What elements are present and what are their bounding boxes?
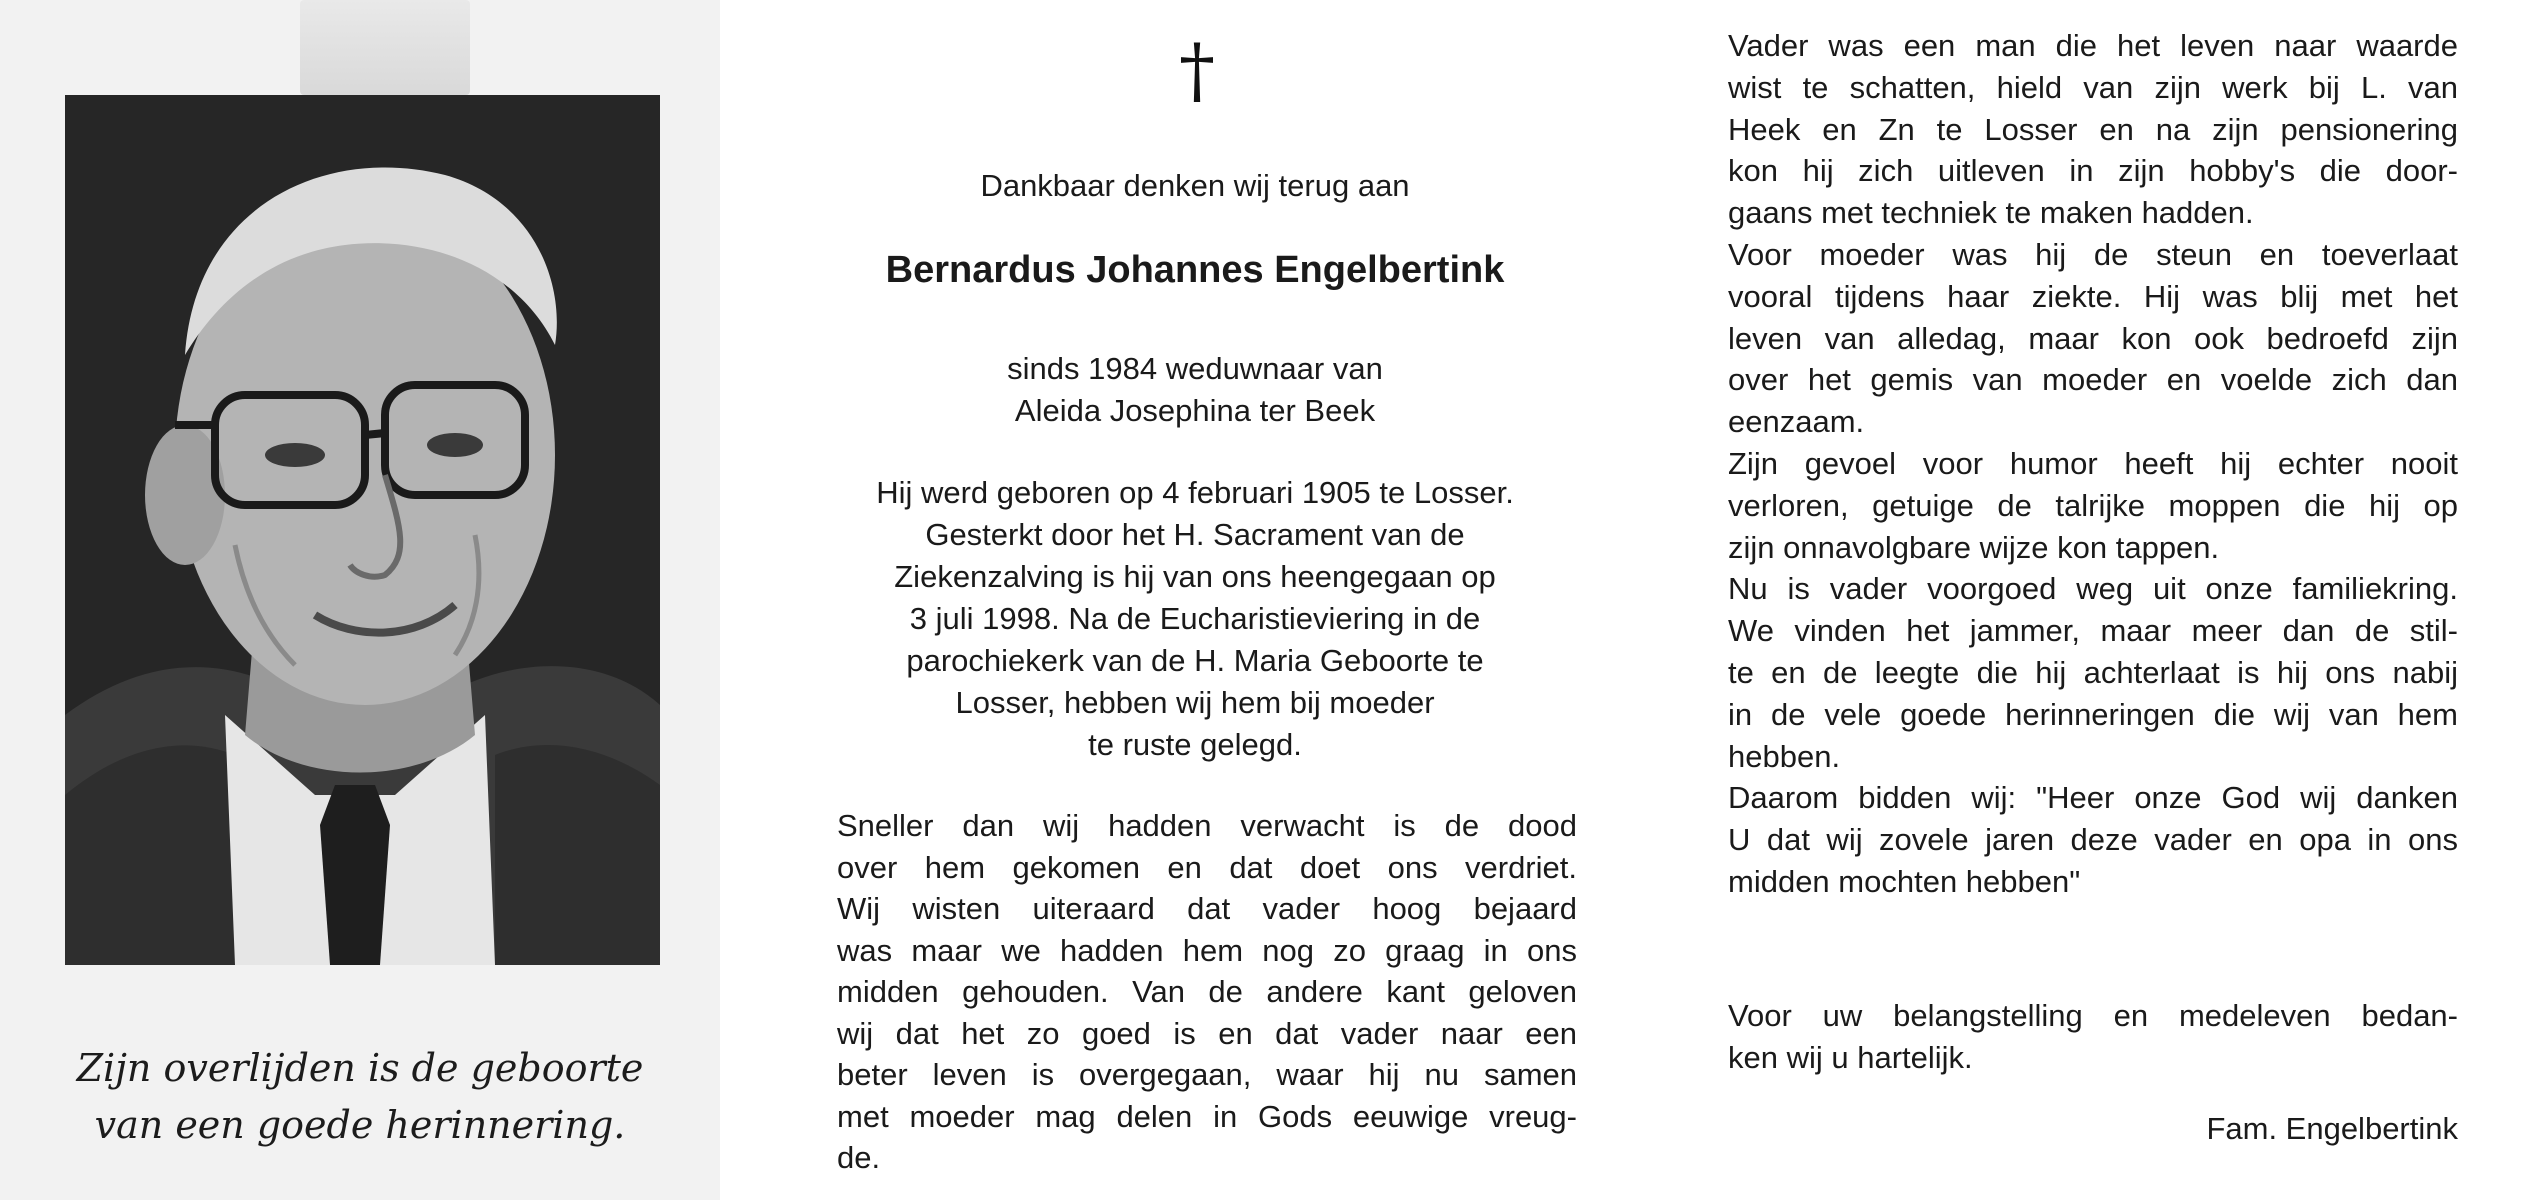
family-signature: Fam. Engelbertink — [2206, 1111, 2458, 1146]
tribute-line: over het gemis van moeder en voelde zich dan — [1728, 362, 2458, 398]
deceased-name-text: Bernardus Johannes Engelbertink — [885, 249, 1505, 291]
birth-death-text — [820, 472, 1570, 766]
tribute-line: Nu is vader voorgoed weg uit onze familiekring. — [1728, 571, 2458, 607]
adhesive-tape — [300, 0, 470, 95]
birth-line: parochiekerk van de H. Maria Geboorte te — [906, 643, 1484, 678]
paragraph-line: was maar we hadden hem nog zo graag in ons — [837, 932, 1577, 968]
intro-line: Dankbaar denken wij terug aan — [980, 168, 1410, 203]
tribute-line: Heek en Zn te Losser en na zijn pensionering — [1728, 111, 2458, 147]
paragraph-line: midden gehouden. Van de andere kant geloven — [837, 974, 1577, 1009]
photo-card-panel — [0, 0, 720, 1200]
tribute-line: zijn onnavolgbare wijze kon tappen. — [1728, 529, 2220, 565]
quote-line: van een goede herinnering. — [94, 1103, 626, 1147]
remembrance-paragraph — [837, 805, 1577, 1179]
tribute-line: leven van alledag, maar kon ook bedroefd zijn — [1728, 320, 2458, 356]
cross-symbol: † — [1179, 28, 1215, 112]
birth-line: Gesterkt door het H. Sacrament van de — [925, 517, 1465, 552]
tribute-line: Daarom bidden wij: "Heer onze God wij danken — [1728, 780, 2458, 816]
tribute-line: hebben. — [1728, 738, 1841, 774]
paragraph-line: over hem gekomen en dat doet ons verdriet. — [837, 849, 1577, 885]
birth-line: 3 juli 1998. Na de Eucharistieviering in de — [909, 601, 1481, 636]
tribute-line: verloren, getuige de talrijke moppen die hij op — [1728, 487, 2458, 523]
spacer — [1728, 903, 2458, 995]
tribute-line: eenzaam. — [1728, 404, 1865, 440]
intro-text — [820, 165, 1570, 207]
tribute-line: midden mochten hebben" — [1728, 863, 2081, 899]
birth-line: te ruste gelegd. — [1088, 727, 1302, 762]
tribute-line: gaans met techniek te maken hadden. — [1728, 195, 2254, 231]
tribute-line: We vinden het jammer, maar meer dan de stil- — [1728, 613, 2458, 649]
paragraph-line: wij dat het zo goed is en dat vader naar een — [837, 1015, 1577, 1051]
memorial-quote — [40, 1040, 680, 1154]
middle-column — [820, 0, 1577, 1200]
paragraph-line: beter leven is overgegaan, waar hij nu samen — [837, 1057, 1577, 1092]
paragraph-line: Wij wisten uiteraard dat vader hoog bejaard — [837, 891, 1577, 926]
thanks-line: ken wij u hartelijk. — [1728, 1039, 1973, 1075]
tribute-line: wist te schatten, hield van zijn werk bij L. van — [1728, 69, 2458, 105]
birth-line: Ziekenzalving is hij van ons heengegaan op — [894, 559, 1496, 594]
tribute-line: U dat wij zovele jaren deze vader en opa in ons — [1728, 822, 2458, 858]
birth-line: Hij werd geboren op 4 februari 1905 te Losser. — [876, 475, 1514, 510]
tribute-text — [1728, 25, 2458, 903]
tribute-line: Zijn gevoel voor humor heeft hij echter nooit — [1728, 445, 2458, 481]
tribute-line: Voor moeder was hij de steun en toeverlaat — [1728, 236, 2458, 272]
widower-line: Aleida Josephina ter Beek — [1014, 393, 1376, 428]
birth-line: Losser, hebben wij hem bij moeder — [955, 685, 1435, 720]
paragraph-line: Sneller dan wij hadden verwacht is de dood — [837, 808, 1577, 843]
tribute-line: kon hij zich uitleven in zijn hobby's die door- — [1728, 153, 2458, 189]
widower-text — [820, 348, 1570, 432]
quote-line: Zijn overlijden is de geboorte — [76, 1046, 644, 1090]
tribute-line: te en de leegte die hij achterlaat is hij ons nabij — [1728, 654, 2458, 690]
portrait-illustration — [65, 95, 660, 965]
thanks-text — [1728, 995, 2458, 1079]
tribute-line: vooral tijdens haar ziekte. Hij was blij met het — [1728, 278, 2458, 314]
thanks-line: Voor uw belangstelling en medeleven bedan- — [1728, 997, 2458, 1033]
deceased-name — [820, 245, 1570, 295]
widower-line: sinds 1984 weduwnaar van — [1007, 351, 1383, 386]
paragraph-line: met moeder mag delen in Gods eeuwige vreug- — [837, 1098, 1577, 1134]
tribute-line: Vader was een man die het leven naar waarde — [1728, 28, 2458, 63]
tribute-line: in de vele goede herinneringen die wij van hem — [1728, 696, 2458, 732]
right-column — [1728, 25, 2458, 1078]
paragraph-line: de. — [837, 1140, 881, 1175]
portrait-photo — [65, 95, 660, 965]
